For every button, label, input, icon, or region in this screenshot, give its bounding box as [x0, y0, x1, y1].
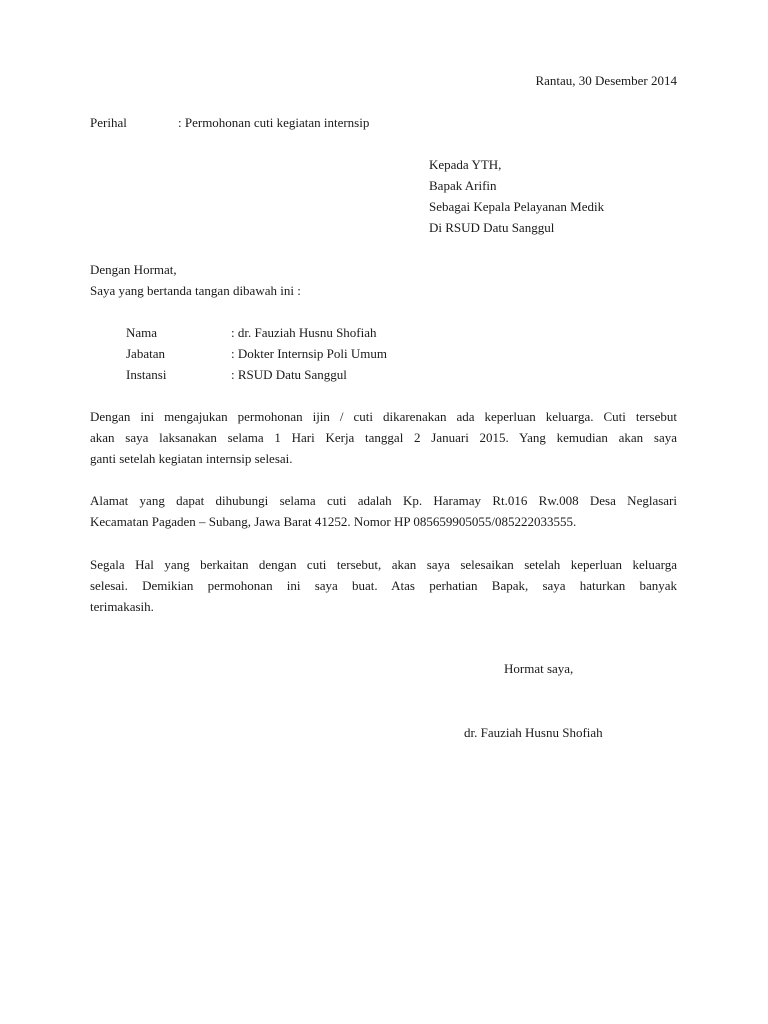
paragraph-line: selesai. Demikian permohonan ini saya buat. Atas perhatian Bapak, saya haturkan banyak: [90, 578, 677, 593]
recipient-line-1: Kepada YTH,: [429, 157, 502, 172]
paragraph-line: terimakasih.: [90, 599, 154, 614]
greeting: Dengan Hormat,: [90, 262, 177, 277]
identity-value-institution: : RSUD Datu Sanggul: [231, 367, 347, 382]
intro-line: Saya yang bertanda tangan dibawah ini :: [90, 283, 301, 298]
paragraph-line: Segala Hal yang berkaitan dengan cuti tersebut, akan saya selesaikan setelah keperluan keluarga: [90, 557, 677, 572]
subject-label: Perihal: [90, 115, 127, 130]
identity-label-position: Jabatan: [126, 346, 165, 361]
recipient-line-4: Di RSUD Datu Sanggul: [429, 220, 555, 235]
recipient-line-3: Sebagai Kepala Pelayanan Medik: [429, 199, 605, 214]
identity-value-name: : dr. Fauziah Husnu Shofiah: [231, 325, 377, 340]
paragraph-line: Alamat yang dapat dihubungi selama cuti adalah Kp. Haramay Rt.016 Rw.008 Desa Neglasari: [90, 493, 677, 508]
identity-label-name: Nama: [126, 325, 158, 340]
identity-value-position: : Dokter Internsip Poli Umum: [231, 346, 387, 361]
paragraph-request: [90, 406, 677, 469]
paragraph-line: akan saya laksanakan selama 1 Hari Kerja tanggal 2 Januari 2015. Yang kemudian akan saya: [90, 430, 677, 445]
paragraph-address: [90, 490, 677, 532]
subject-value: : Permohonan cuti kegiatan internsip: [178, 115, 370, 130]
paragraph-line: Dengan ini mengajukan permohonan ijin / cuti dikarenakan ada keperluan keluarga. Cuti tersebut: [90, 409, 677, 424]
closing-salutation: Hormat saya,: [504, 661, 574, 676]
identity-label-institution: Instansi: [126, 367, 167, 382]
recipient-line-2: Bapak Arifin: [429, 178, 497, 193]
paragraph-line: Kecamatan Pagaden – Subang, Jawa Barat 41252. Nomor HP 085659905055/085222033555.: [90, 514, 577, 529]
paragraph-closing: [90, 554, 677, 617]
paragraph-line: ganti setelah kegiatan internsip selesai.: [90, 451, 293, 466]
letter-date: Rantau, 30 Desember 2014: [535, 73, 677, 88]
signatory-name: dr. Fauziah Husnu Shofiah: [464, 725, 603, 740]
